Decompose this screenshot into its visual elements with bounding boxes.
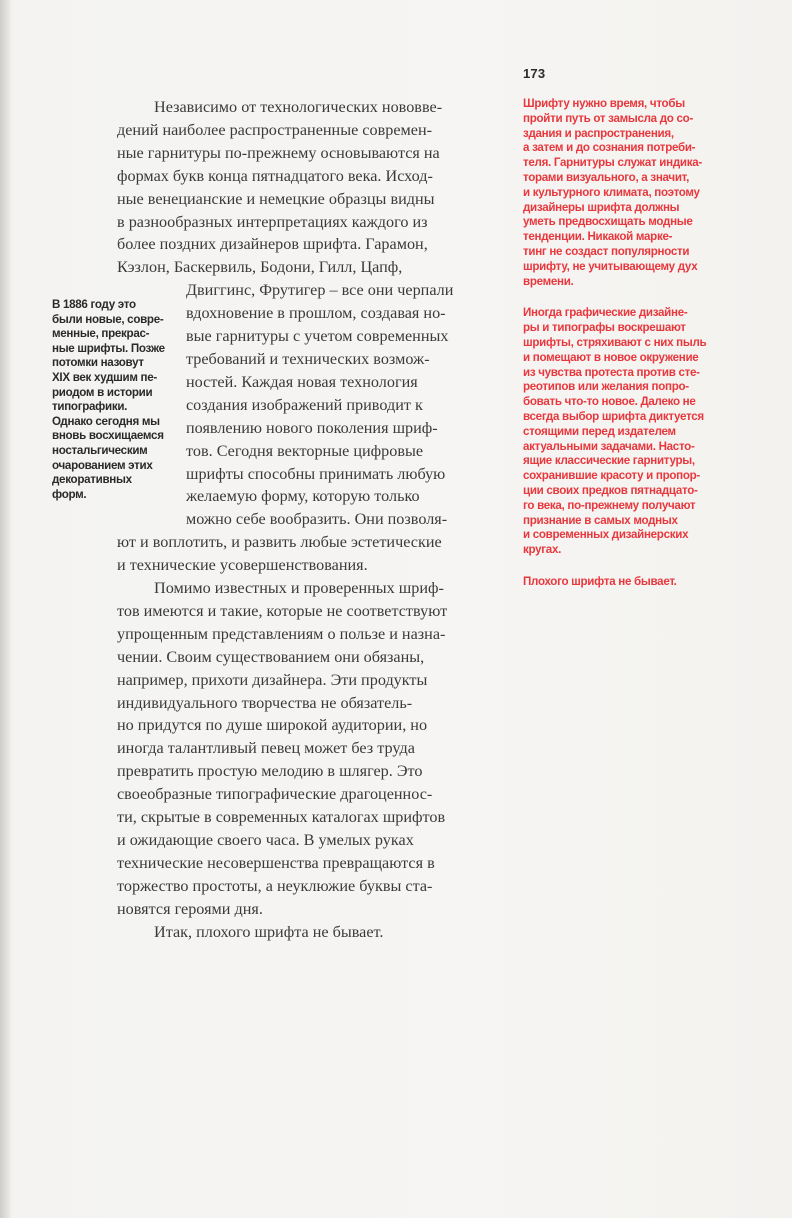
note-line: риодом в истории [52, 385, 153, 399]
note-line: потомки назовут [52, 356, 144, 370]
text-line: требований и технических возмож- [186, 349, 430, 368]
note-line: сохранившие красоту и пропор- [523, 469, 700, 483]
note-line: здания и распространения, [523, 126, 674, 140]
text-line: и технические усовершенствования. [117, 556, 368, 575]
text-line: Кэзлон, Баскервиль, Бодони, Гилл, Цапф, [117, 258, 403, 277]
right-note-2 [523, 306, 733, 558]
text-line: своеобразные типографические драгоценнос- [117, 785, 433, 804]
text-line: но придутся по душе широкой аудитории, но [117, 716, 428, 735]
note-line: Однако сегодня мы [52, 414, 160, 428]
right-note-3 [523, 575, 733, 590]
left-margin-note [52, 298, 182, 502]
note-line: ные шрифты. Позже [52, 341, 165, 355]
note-line: теля. Гарнитуры служат индика- [523, 156, 702, 170]
text-line: появлению нового поколения шриф- [186, 418, 438, 437]
text-line: Помимо известных и проверенных шриф- [154, 579, 444, 598]
note-line: уметь предвосхищать модные [523, 215, 693, 229]
text-line: технические несовершенства превращаются в [117, 853, 435, 872]
note-line: пройти путь от замысла до со- [523, 111, 694, 125]
main-paragraph-2 [117, 577, 489, 921]
note-line: и современных дизайнерских [523, 528, 689, 542]
note-line: менные, прекрас- [52, 327, 150, 341]
text-line: упрощенным представлениям о пользе и назна- [117, 624, 446, 643]
text-line: ностей. Каждая новая технология [186, 372, 418, 391]
note-line: го века, по-прежнему получают [523, 498, 696, 512]
note-line: В 1886 году это [52, 298, 136, 311]
note-line: типографики. [52, 400, 128, 414]
note-line: торами визуального, а значит, [523, 170, 690, 184]
note-line: времени. [523, 274, 574, 288]
text-line: превратить простую мелодию в шлягер. Это [117, 762, 423, 781]
note-line: признание в самых модных [523, 513, 678, 527]
text-line: ные гарнитуры по-прежнему основываются на [117, 143, 440, 162]
text-line: Двиггинс, Фрутигер – все они черпали [186, 281, 454, 300]
note-line: из чувства протеста против сте- [523, 365, 700, 379]
note-line: Плохого шрифта не бывает. [523, 574, 677, 588]
text-line: можно себе вообразить. Они позволя- [186, 510, 448, 529]
text-line: и ожидающие своего часа. В умелых руках [117, 831, 414, 849]
note-line: реотипов или желания попро- [523, 380, 689, 394]
note-line: форм. [52, 487, 87, 501]
text-line: тов. Сегодня векторные цифровые [186, 441, 424, 460]
text-line: тов имеются и такие, которые не соответствуют [117, 601, 448, 620]
text-line: желаемую форму, которую только [186, 487, 420, 506]
note-line: ящие классические гарнитуры, [523, 454, 695, 468]
text-line: Независимо от технологических нововве- [154, 98, 443, 116]
text-line: например, прихоти дизайнера. Эти продукты [117, 670, 428, 689]
note-line: актуальными задачами. Насто- [523, 439, 695, 453]
note-line: ции своих предков пятнадцато- [523, 483, 698, 497]
note-line: декоративных [52, 473, 132, 487]
text-line: индивидуального творчества не обязатель- [117, 693, 413, 712]
note-line: XIX век худшим пе- [52, 370, 157, 384]
main-text-column [117, 96, 489, 944]
note-line: очарованием этих [52, 458, 153, 472]
text-line: создания изображений приводит к [186, 395, 423, 414]
note-line: тинг не создаст популярности [523, 244, 690, 258]
page-number: 173 [523, 66, 546, 81]
note-line: вновь восхищаемся [52, 429, 164, 443]
text-line: ные венецианские и немецкие образцы видны [117, 189, 435, 208]
text-line: вые гарнитуры с учетом современных [186, 327, 449, 346]
text-line: вдохновение в прошлом, создавая но- [186, 304, 446, 323]
right-margin-notes [523, 97, 733, 607]
text-line: шрифты способны принимать любую [186, 464, 446, 483]
text-line: чении. Своим существованием они обязаны, [117, 647, 425, 666]
note-line: шрифты, стряхивают с них пыль [523, 335, 707, 349]
text-line: Итак, плохого шрифта не бывает. [154, 922, 384, 941]
main-paragraph-3 [117, 921, 489, 944]
note-line: и помещают в новое окружение [523, 350, 699, 364]
note-line: всегда выбор шрифта диктуется [523, 409, 704, 423]
text-line: новятся героями дня. [117, 899, 263, 918]
text-line: ти, скрытые в современных каталогах шрифтов [117, 808, 446, 827]
note-line: и культурного климата, поэтому [523, 185, 700, 199]
note-line: кругах. [523, 543, 562, 557]
text-line: дений наиболее распространенные современ- [117, 120, 432, 139]
note-line: Шрифту нужно время, чтобы [523, 97, 685, 110]
note-line: ры и типографы воскрешают [523, 321, 686, 335]
text-line: в разнообразных интерпретациях каждого из [117, 212, 428, 231]
note-line: шрифту, не учитывающему дух [523, 259, 698, 273]
text-line: торжество простоты, а неуклюжие буквы ста- [117, 876, 433, 895]
text-line: ют и воплотить, и развить любые эстетические [117, 533, 442, 552]
note-line: тенденции. Никакой марке- [523, 230, 673, 244]
note-line: ностальгическим [52, 443, 148, 457]
note-line: Иногда графические дизайне- [523, 306, 688, 320]
note-line: были новые, совре- [52, 312, 164, 326]
note-line: бовать что-то новое. Далеко не [523, 395, 696, 409]
right-note-1 [523, 97, 733, 289]
page-spine-shadow [0, 0, 10, 1218]
text-line: формах букв конца пятнадцатого века. Исход- [117, 166, 433, 185]
note-line: дизайнеры шрифта должны [523, 200, 680, 214]
note-line: а затем и до сознания потреби- [523, 141, 696, 155]
note-line: стоящими перед издателем [523, 424, 676, 438]
text-line: более поздних дизайнеров шрифта. Гарамон, [117, 235, 428, 254]
text-line: иногда талантливый певец может без труда [117, 739, 415, 758]
